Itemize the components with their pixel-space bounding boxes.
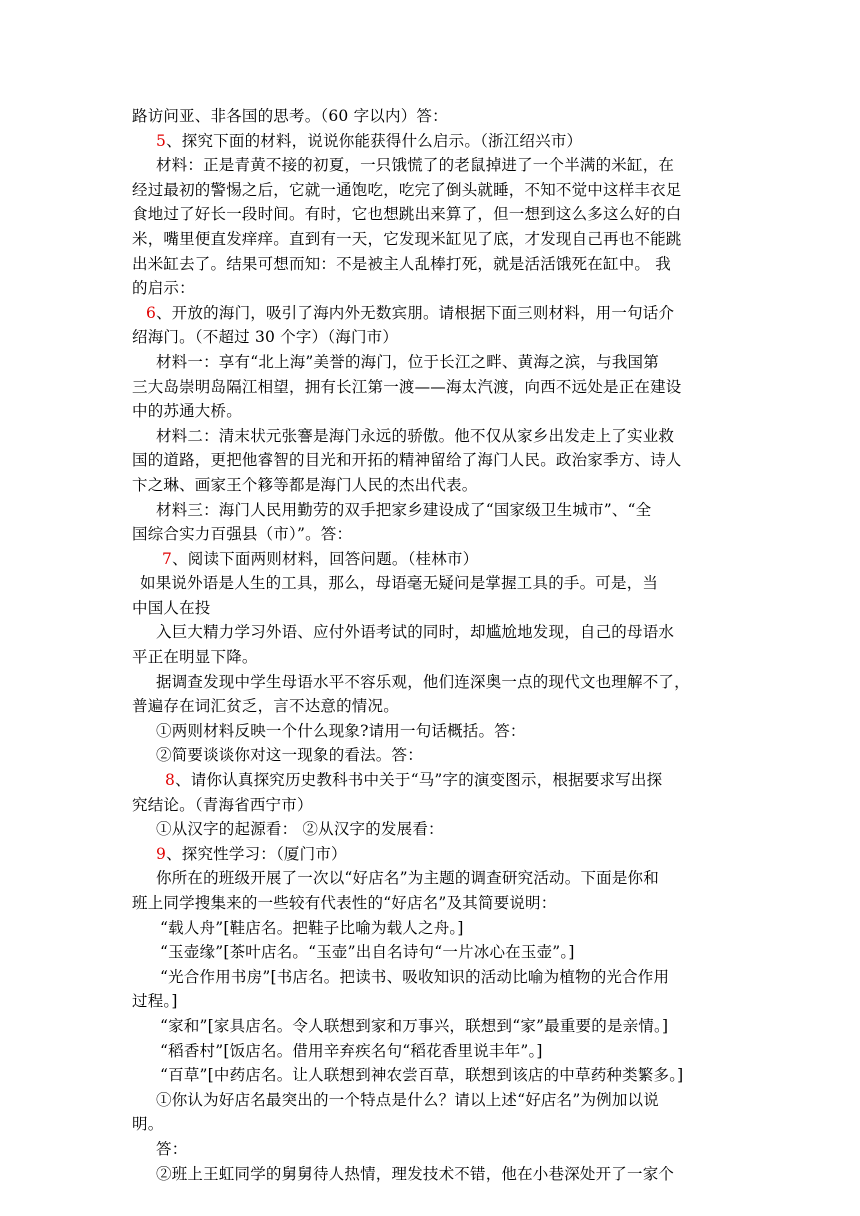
text-line: 、请你认真探究历史教科书中关于“马”字的演变图示，根据要求写出探 <box>175 771 663 790</box>
shop-name-item: “家和”[家具店名。令人联想到家和万事兴，联想到“家”最重要的是亲情。] <box>160 1016 669 1035</box>
sub-question-2: ②班上王虹同学的舅舅待人热情，理发技术不错，他在小巷深处开了一家个 <box>156 1164 675 1183</box>
text-line: 明。 <box>132 1115 164 1134</box>
shop-name-item: “玉壶缘”[茶叶店名。“玉壶”出自名诗句“一片冰心在玉壶”。] <box>160 943 575 962</box>
question-6-heading <box>132 301 732 326</box>
text-line: 卞之琳、画家王个簃等都是海门人民的杰出代表。 <box>132 475 478 494</box>
shop-name-item: “载人舟”[鞋店名。把鞋子比喻为载人之舟。] <box>160 918 464 937</box>
text-line: 国的道路，更把他睿智的目光和开拓的精神留给了海门人民。政治家季方、诗人 <box>132 451 682 470</box>
text-line: 路访问亚、非各国的思考。（60 字以内）答： <box>132 107 448 125</box>
question-number: 5 <box>156 131 167 150</box>
text-line: 、探究下面的材料，说说你能获得什么启示。（浙江绍兴市） <box>166 131 583 150</box>
question-number: 6 <box>146 303 157 322</box>
shop-name-item: “百草”[中药店名。让人联想到神农尝百草，联想到该店的中草药种类繁多。] <box>160 1066 684 1085</box>
text-line: 的启示： <box>132 279 195 298</box>
text-line: 过程。] <box>132 992 178 1011</box>
text-line: 如果说外语是人生的工具，那么，母语毫无疑问是掌握工具的手。可是，当 <box>140 574 659 593</box>
sub-questions: ①从汉字的起源看： ②从汉字的发展看： <box>156 820 444 839</box>
document-body <box>132 104 732 1186</box>
text-line: 你所在的班级开展了一次以“好店名”为主题的调查研究活动。下面是你和 <box>156 869 659 888</box>
text-line: 国综合实力百强县（市）”。答： <box>132 525 353 544</box>
text-line: 班上同学搜集来的一些较有代表性的“好店名”及其简要说明： <box>132 894 557 912</box>
text-line: 普遍存在词汇贫乏，言不达意的情况。 <box>132 697 399 716</box>
text-line: 米，嘴里便直发痒痒。直到有一天，它发现米缸见了底，才发现自己再也不能跳 <box>132 229 682 248</box>
question-5-heading <box>132 129 732 154</box>
text-line: 据调查发现中学生母语水平不容乐观，他们连深奥一点的现代文也理解不了， <box>156 672 690 691</box>
question-number: 7 <box>162 549 173 568</box>
question-9-heading <box>132 842 732 867</box>
text-line: 中国人在投 <box>132 598 211 617</box>
text-line: 绍海门。（不超过 30 个字）（海门市） <box>132 328 399 347</box>
sub-question-2: ②简要谈谈你对这一现象的看法。答： <box>156 746 423 765</box>
text-line: 究结论。（青海省西宁市） <box>132 795 313 814</box>
text-line: 、阅读下面两则材料，回答问题。（桂林市） <box>172 549 479 568</box>
shop-name-item: “稻香村”[饭店名。借用辛弃疾名句“稻花香里说丰年”。] <box>160 1041 543 1060</box>
sub-question-1: ①你认为好店名最突出的一个特点是什么？请以上述“好店名”为例加以说 <box>156 1090 659 1109</box>
question-7-heading <box>132 547 732 572</box>
question-number: 8 <box>165 771 176 790</box>
text-line: 、开放的海门，吸引了海内外无数宾朋。请根据下面三则材料，用一句话介 <box>156 303 675 322</box>
text-line: 经过最初的警惕之后，它就一通饱吃，吃完了倒头就睡，不知不觉中这样丰衣足 <box>132 180 682 199</box>
text-line: 材料：正是青黄不接的初夏，一只饿慌了的老鼠掉进了一个半满的米缸，在 <box>156 156 675 175</box>
sub-question-1: ①两则材料反映一个什么现象?请用一句话概括。答： <box>156 721 526 740</box>
text-line: 食地过了好长一段时间。有时，它也想跳出来算了，但一想到这么多这么好的白 <box>132 205 682 224</box>
text-line: 材料二：清末状元张謇是海门永远的骄傲。他不仅从家乡出发走上了实业救 <box>156 426 675 445</box>
text-line: 中的苏通大桥。 <box>132 402 242 421</box>
text-line: 平正在明显下降。 <box>132 648 258 667</box>
question-number: 9 <box>156 844 167 863</box>
shop-name-item: “光合作用书房”[书店名。把读书、吸收知识的活动比喻为植物的光合作用 <box>160 967 670 986</box>
text-line: 出米缸去了。结果可想而知：不是被主人乱棒打死，就是活活饿死在缸中。 我 <box>132 254 671 273</box>
question-8-heading <box>132 768 732 793</box>
text-line: 材料三：海门人民用勤劳的双手把家乡建设成了“国家级卫生城市”、“全 <box>156 500 652 519</box>
text-line: 材料一：享有“北上海”美誉的海门，位于长江之畔、黄海之滨，与我国第 <box>156 352 659 371</box>
text-line: 入巨大精力学习外语、应付外语考试的同时，却尴尬地发现，自己的母语水 <box>156 623 675 642</box>
text-line: 三大岛崇明岛隔江相望，拥有长江第一渡——海太汽渡，向西不远处是正在建设 <box>132 377 682 396</box>
answer-label: 答： <box>156 1139 188 1158</box>
text-line: 、探究性学习：（厦门市） <box>166 844 347 863</box>
